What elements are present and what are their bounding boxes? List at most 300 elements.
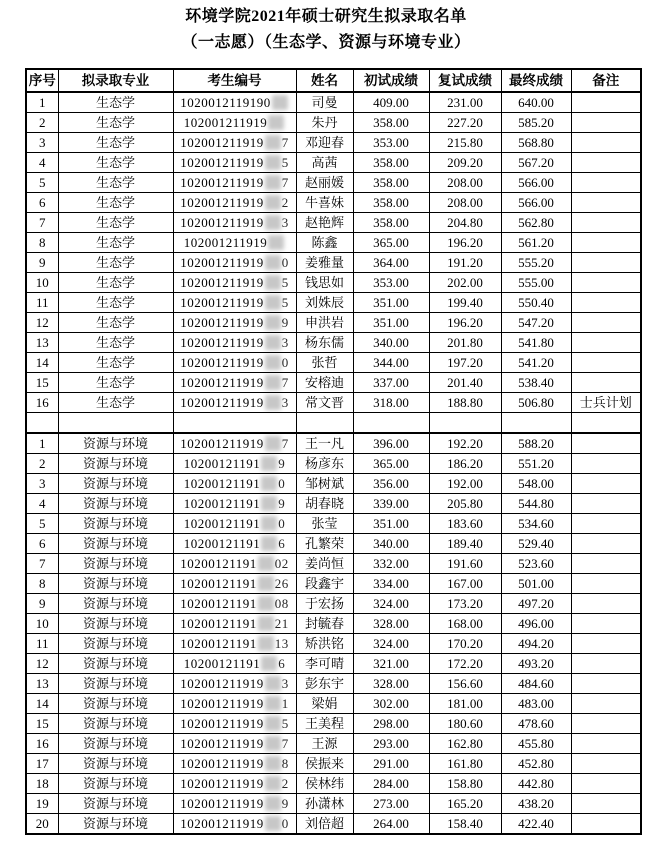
candidate-id-value [180, 133, 289, 152]
seq-cell: 10 [26, 614, 58, 634]
retest-score-cell: 196.20 [429, 233, 501, 253]
name-cell: 常文晋 [296, 393, 353, 413]
initial-score-cell: 264.00 [353, 814, 429, 835]
redaction-blur [258, 616, 274, 631]
final-score-cell: 541.20 [501, 353, 571, 373]
initial-score-cell: 353.00 [353, 273, 429, 293]
initial-score-cell: 351.00 [353, 293, 429, 313]
header-name: 姓名 [296, 69, 353, 92]
candidate-id-value [180, 393, 289, 412]
candidate-id-prefix: 102001211919 [180, 255, 264, 270]
retest-score-cell: 197.20 [429, 353, 501, 373]
candidate-id-value [180, 594, 289, 613]
note-cell [571, 193, 641, 213]
final-score-cell: 548.00 [501, 474, 571, 494]
major-cell: 资源与环境 [58, 734, 173, 754]
candidate-id-suffix: 7 [281, 175, 289, 190]
retest-score-cell: 188.80 [429, 393, 501, 413]
candidate-id-value [180, 694, 289, 713]
initial-score-cell [353, 413, 429, 434]
candidate-id-value [180, 333, 289, 352]
header-candidate-id: 考生编号 [173, 69, 296, 92]
final-score-cell: 534.60 [501, 514, 571, 534]
candidate-id-value [180, 313, 289, 332]
initial-score-cell: 324.00 [353, 634, 429, 654]
retest-score-cell: 158.40 [429, 814, 501, 835]
initial-score-cell: 332.00 [353, 554, 429, 574]
major-cell: 生态学 [58, 373, 173, 393]
name-cell: 杨彦东 [296, 454, 353, 474]
candidate-id-suffix: 21 [274, 616, 289, 631]
final-score-cell: 506.80 [501, 393, 571, 413]
candidate-id-suffix: 5 [281, 295, 289, 310]
note-cell [571, 734, 641, 754]
note-cell [571, 654, 641, 674]
name-cell: 梁娟 [296, 694, 353, 714]
candidate-id-value [180, 794, 289, 813]
candidate-id-prefix: 102001211919 [180, 736, 264, 751]
note-cell [571, 213, 641, 233]
note-cell [571, 514, 641, 534]
table-row [26, 474, 641, 494]
note-cell [571, 373, 641, 393]
final-score-cell: 541.80 [501, 333, 571, 353]
candidate-id-suffix: 02 [274, 556, 289, 571]
note-cell [571, 494, 641, 514]
candidate-id-suffix: 9 [281, 315, 289, 330]
note-cell [571, 133, 641, 153]
name-cell: 矫洪铭 [296, 634, 353, 654]
note-cell: 士兵计划 [571, 393, 641, 413]
redaction-blur [265, 135, 281, 150]
redaction-blur [265, 155, 281, 170]
candidate-id-cell [173, 333, 296, 353]
major-cell: 资源与环境 [58, 534, 173, 554]
header-initial-score: 初试成绩 [353, 69, 429, 92]
candidate-id-suffix: 6 [278, 536, 286, 551]
seq-cell: 8 [26, 233, 58, 253]
seq-cell: 9 [26, 253, 58, 273]
candidate-id-suffix: 26 [274, 576, 289, 591]
major-cell: 生态学 [58, 253, 173, 273]
initial-score-cell: 364.00 [353, 253, 429, 273]
initial-score-cell: 291.00 [353, 754, 429, 774]
redaction-blur [272, 95, 288, 110]
initial-score-cell: 365.00 [353, 233, 429, 253]
candidate-id-cell [173, 313, 296, 333]
redaction-blur [265, 696, 281, 711]
redaction-blur [258, 556, 274, 571]
candidate-id-prefix: 102001211919 [180, 375, 264, 390]
candidate-id-value [180, 434, 289, 453]
retest-score-cell: 186.20 [429, 454, 501, 474]
table-row [26, 373, 641, 393]
candidate-id-value [180, 293, 289, 312]
header-final-score: 最终成绩 [501, 69, 571, 92]
initial-score-cell: 273.00 [353, 794, 429, 814]
major-cell: 资源与环境 [58, 694, 173, 714]
candidate-id-cell [173, 113, 296, 133]
candidate-id-prefix: 1020012119190 [180, 95, 271, 110]
redaction-blur [258, 636, 274, 651]
note-cell [571, 554, 641, 574]
note-cell [571, 293, 641, 313]
initial-score-cell: 339.00 [353, 494, 429, 514]
note-cell [571, 153, 641, 173]
final-score-cell: 550.40 [501, 293, 571, 313]
candidate-id-cell [173, 514, 296, 534]
seq-cell: 14 [26, 353, 58, 373]
seq-cell: 7 [26, 213, 58, 233]
seq-cell: 13 [26, 333, 58, 353]
table-row [26, 133, 641, 153]
retest-score-cell: 191.20 [429, 253, 501, 273]
candidate-id-prefix: 102001211919 [180, 395, 264, 410]
redaction-blur [268, 235, 284, 250]
redaction-blur [265, 716, 281, 731]
note-cell [571, 794, 641, 814]
retest-score-cell: 158.80 [429, 774, 501, 794]
final-score-cell: 438.20 [501, 794, 571, 814]
name-cell: 杨东儒 [296, 333, 353, 353]
seq-cell: 1 [26, 433, 58, 454]
candidate-id-prefix: 102001211919 [183, 115, 268, 130]
final-score-cell: 455.80 [501, 734, 571, 754]
candidate-id-cell [173, 674, 296, 694]
seq-cell: 16 [26, 393, 58, 413]
final-score-cell [501, 413, 571, 434]
table-header-row [26, 69, 641, 92]
candidate-id-prefix: 10200121191 [180, 596, 257, 611]
candidate-id-prefix: 10200121191 [180, 636, 257, 651]
retest-score-cell: 199.40 [429, 293, 501, 313]
major-cell: 生态学 [58, 213, 173, 233]
name-cell: 钱思如 [296, 273, 353, 293]
candidate-id-cell [173, 494, 296, 514]
table-row [26, 674, 641, 694]
redaction-blur [265, 335, 281, 350]
final-score-cell: 484.60 [501, 674, 571, 694]
candidate-id-cell [173, 774, 296, 794]
header-note: 备注 [571, 69, 641, 92]
seq-cell: 7 [26, 554, 58, 574]
name-cell: 胡春晓 [296, 494, 353, 514]
note-cell [571, 474, 641, 494]
candidate-id-value [180, 554, 289, 573]
seq-cell: 2 [26, 113, 58, 133]
name-cell: 申洪岩 [296, 313, 353, 333]
candidate-id-cell [173, 173, 296, 193]
note-cell [571, 113, 641, 133]
final-score-cell: 551.20 [501, 454, 571, 474]
redaction-blur [258, 576, 274, 591]
note-cell [571, 574, 641, 594]
redaction-blur [265, 776, 281, 791]
candidate-id-prefix: 10200121191 [183, 536, 261, 551]
final-score-cell: 538.40 [501, 373, 571, 393]
candidate-id-prefix: 102001211919 [180, 436, 264, 451]
retest-score-cell: 170.20 [429, 634, 501, 654]
initial-score-cell: 318.00 [353, 393, 429, 413]
retest-score-cell: 209.20 [429, 153, 501, 173]
initial-score-cell: 340.00 [353, 333, 429, 353]
candidate-id-prefix: 102001211919 [180, 355, 264, 370]
candidate-id-value [184, 494, 286, 513]
candidate-id-value [180, 213, 289, 232]
candidate-id-value [180, 634, 289, 653]
candidate-id-value [184, 654, 286, 673]
seq-cell: 5 [26, 514, 58, 534]
seq-cell: 8 [26, 574, 58, 594]
seq-cell: 12 [26, 313, 58, 333]
redaction-blur [265, 255, 281, 270]
major-cell: 生态学 [58, 273, 173, 293]
candidate-id-value [180, 774, 289, 793]
table-row [26, 514, 641, 534]
candidate-id-cell [173, 614, 296, 634]
note-cell [571, 454, 641, 474]
candidate-id-cell [173, 694, 296, 714]
final-score-cell: 544.80 [501, 494, 571, 514]
seq-cell [26, 413, 58, 434]
retest-score-cell: 181.00 [429, 694, 501, 714]
redaction-blur [265, 195, 281, 210]
candidate-id-cell [173, 814, 296, 835]
candidate-id-prefix: 102001211919 [180, 716, 264, 731]
initial-score-cell: 358.00 [353, 173, 429, 193]
name-cell: 高茜 [296, 153, 353, 173]
table-row [26, 233, 641, 253]
major-cell: 资源与环境 [58, 774, 173, 794]
seq-cell: 6 [26, 534, 58, 554]
name-cell: 邓迎春 [296, 133, 353, 153]
name-cell: 孙潇林 [296, 794, 353, 814]
header-major: 拟录取专业 [58, 69, 173, 92]
table-row [26, 594, 641, 614]
initial-score-cell: 284.00 [353, 774, 429, 794]
candidate-id-prefix: 102001211919 [180, 796, 264, 811]
final-score-cell: 561.20 [501, 233, 571, 253]
candidate-id-cell [173, 353, 296, 373]
retest-score-cell: 202.00 [429, 273, 501, 293]
table-row [26, 734, 641, 754]
candidate-id-cell [173, 373, 296, 393]
name-cell: 侯林纬 [296, 774, 353, 794]
candidate-id-suffix: 5 [281, 155, 289, 170]
retest-score-cell: 208.00 [429, 173, 501, 193]
table-row [26, 714, 641, 734]
final-score-cell: 588.20 [501, 433, 571, 454]
admission-roster-table [25, 68, 642, 835]
initial-score-cell: 358.00 [353, 213, 429, 233]
table-row [26, 92, 641, 113]
retest-score-cell [429, 413, 501, 434]
candidate-id-cell [173, 153, 296, 173]
major-cell: 生态学 [58, 333, 173, 353]
final-score-cell: 452.80 [501, 754, 571, 774]
table-row [26, 694, 641, 714]
candidate-id-cell [173, 714, 296, 734]
candidate-id-prefix: 102001211919 [180, 175, 264, 190]
major-cell: 资源与环境 [58, 433, 173, 454]
major-cell: 生态学 [58, 233, 173, 253]
seq-cell: 4 [26, 153, 58, 173]
major-cell: 资源与环境 [58, 514, 173, 534]
candidate-id-cell [173, 133, 296, 153]
page-title: 环境学院2021年硕士研究生拟录取名单 [185, 8, 467, 25]
major-cell: 资源与环境 [58, 614, 173, 634]
redaction-blur [265, 355, 281, 370]
table-row [26, 494, 641, 514]
candidate-id-prefix: 10200121191 [180, 556, 257, 571]
table-row [26, 454, 641, 474]
major-cell: 资源与环境 [58, 574, 173, 594]
retest-score-cell: 208.00 [429, 193, 501, 213]
redaction-blur [265, 436, 281, 451]
candidate-id-value [180, 614, 289, 633]
candidate-id-suffix: 9 [281, 796, 289, 811]
name-cell: 刘姝辰 [296, 293, 353, 313]
note-cell [571, 774, 641, 794]
name-cell: 赵丽媛 [296, 173, 353, 193]
candidate-id-prefix: 102001211919 [180, 195, 264, 210]
candidate-id-prefix: 102001211919 [180, 676, 264, 691]
redaction-blur [265, 736, 281, 751]
initial-score-cell: 344.00 [353, 353, 429, 373]
initial-score-cell: 353.00 [353, 133, 429, 153]
retest-score-cell: 205.80 [429, 494, 501, 514]
name-cell: 朱丹 [296, 113, 353, 133]
retest-score-cell: 165.20 [429, 794, 501, 814]
candidate-id-cell [173, 92, 296, 113]
candidate-id-value [180, 674, 289, 693]
table-row [26, 794, 641, 814]
seq-cell: 5 [26, 173, 58, 193]
candidate-id-cell [173, 413, 296, 434]
redaction-blur [258, 596, 274, 611]
note-cell [571, 353, 641, 373]
final-score-cell: 529.40 [501, 534, 571, 554]
table-row [26, 353, 641, 373]
initial-score-cell: 396.00 [353, 433, 429, 454]
candidate-id-suffix: 0 [281, 355, 289, 370]
redaction-blur [265, 676, 281, 691]
redaction-blur [265, 275, 281, 290]
major-cell: 资源与环境 [58, 814, 173, 835]
candidate-id-prefix: 10200121191 [183, 496, 261, 511]
final-score-cell: 562.80 [501, 213, 571, 233]
name-cell: 段鑫宇 [296, 574, 353, 594]
candidate-id-prefix: 102001211919 [180, 295, 264, 310]
initial-score-cell: 324.00 [353, 594, 429, 614]
initial-score-cell: 358.00 [353, 113, 429, 133]
note-cell [571, 754, 641, 774]
candidate-id-suffix: 2 [281, 195, 289, 210]
name-cell: 王源 [296, 734, 353, 754]
major-cell: 资源与环境 [58, 754, 173, 774]
table-row [26, 193, 641, 213]
name-cell: 姜雅量 [296, 253, 353, 273]
initial-score-cell: 298.00 [353, 714, 429, 734]
candidate-id-value [180, 734, 289, 753]
retest-score-cell: 215.80 [429, 133, 501, 153]
candidate-id-cell [173, 454, 296, 474]
final-score-cell: 501.00 [501, 574, 571, 594]
final-score-cell: 567.20 [501, 153, 571, 173]
note-cell [571, 714, 641, 734]
candidate-id-value [184, 233, 286, 252]
seq-cell: 14 [26, 694, 58, 714]
candidate-id-prefix: 10200121191 [183, 656, 261, 671]
final-score-cell: 566.00 [501, 173, 571, 193]
candidate-id-suffix: 9 [278, 496, 286, 511]
redaction-blur [265, 816, 281, 831]
candidate-id-suffix: 0 [278, 516, 286, 531]
table-row [26, 153, 641, 173]
major-cell: 生态学 [58, 393, 173, 413]
candidate-id-suffix: 0 [278, 476, 286, 491]
table-row [26, 534, 641, 554]
candidate-id-suffix: 08 [274, 596, 289, 611]
note-cell [571, 614, 641, 634]
final-score-cell: 555.20 [501, 253, 571, 273]
retest-score-cell: 227.20 [429, 113, 501, 133]
name-cell: 侯振来 [296, 754, 353, 774]
final-score-cell: 497.20 [501, 594, 571, 614]
table-row [26, 333, 641, 353]
candidate-id-cell [173, 634, 296, 654]
seq-cell: 9 [26, 594, 58, 614]
seq-cell: 11 [26, 634, 58, 654]
note-cell [571, 92, 641, 113]
candidate-id-cell [173, 654, 296, 674]
candidate-id-cell [173, 734, 296, 754]
retest-score-cell: 192.20 [429, 433, 501, 454]
retest-score-cell: 161.80 [429, 754, 501, 774]
note-cell [571, 433, 641, 454]
note-cell [571, 173, 641, 193]
candidate-id-suffix: 7 [281, 135, 289, 150]
candidate-id-suffix: 6 [278, 656, 286, 671]
initial-score-cell: 351.00 [353, 514, 429, 534]
initial-score-cell: 328.00 [353, 674, 429, 694]
initial-score-cell: 358.00 [353, 193, 429, 213]
table-row [26, 774, 641, 794]
candidate-id-value [184, 113, 286, 132]
retest-score-cell: 180.60 [429, 714, 501, 734]
final-score-cell: 555.00 [501, 273, 571, 293]
major-cell: 资源与环境 [58, 794, 173, 814]
retest-score-cell: 189.40 [429, 534, 501, 554]
name-cell: 孔繁荣 [296, 534, 353, 554]
candidate-id-cell [173, 193, 296, 213]
candidate-id-suffix: 5 [281, 716, 289, 731]
candidate-id-prefix: 102001211919 [180, 135, 264, 150]
note-cell [571, 674, 641, 694]
seq-cell: 18 [26, 774, 58, 794]
seq-cell: 2 [26, 454, 58, 474]
note-cell [571, 534, 641, 554]
major-cell: 资源与环境 [58, 634, 173, 654]
final-score-cell: 496.00 [501, 614, 571, 634]
candidate-id-prefix: 102001211919 [180, 215, 264, 230]
initial-score-cell: 356.00 [353, 474, 429, 494]
note-cell [571, 694, 641, 714]
retest-score-cell: 162.80 [429, 734, 501, 754]
redaction-blur [261, 536, 277, 551]
seq-cell: 4 [26, 494, 58, 514]
candidate-id-prefix: 102001211919 [183, 235, 268, 250]
